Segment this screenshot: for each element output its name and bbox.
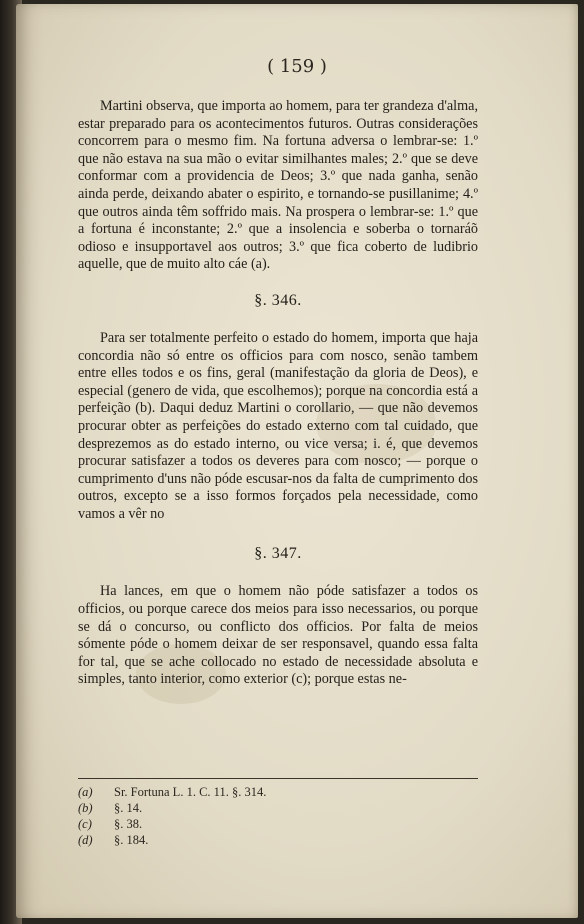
footnote-mark: (c) xyxy=(78,817,92,831)
section-heading-346: §. 346. xyxy=(254,291,302,309)
footnote-mark: (d) xyxy=(78,833,93,847)
paragraph-3: Ha lances, em que o homem não póde satisfazer a todos os officios, ou porque carece dos meios para isso necessarios, ou porque se dá o concurso, ou conflicto dos officios. Por falta de meios sómente póde o homem deixar de ser responsavel, quando essa falta for tal, que se ache collocado no estado de necessidade absoluta e simples, tanto interior, como exterior (c); porque estas ne- xyxy=(78,583,478,688)
section-heading-347: §. 347. xyxy=(254,545,302,563)
footnote xyxy=(78,784,478,800)
footnote-text: §. 184. xyxy=(114,833,149,847)
footnote-mark: (a) xyxy=(78,785,93,799)
footnote xyxy=(78,816,478,832)
footnote xyxy=(78,800,478,816)
footnotes xyxy=(78,784,478,848)
book-page xyxy=(16,4,578,918)
footnote-text: Sr. Fortuna L. 1. C. 11. §. 314. xyxy=(114,785,267,799)
footnote-rule xyxy=(78,778,478,779)
footnote xyxy=(78,832,478,848)
paragraph-2: Para ser totalmente perfeito o estado do homem, importa que haja concordia não só entre os officios para com nosco, senão tambem entre elles todos e os fins, geral (manifestação da gloria de Deos), e especial (genero de vida, que escolhemos); porque na concordia está a perfeição (b). Daqui deduz Martini o corollario, — que não devemos procurar obter as perfeições do estado externo com tal cuidado, que desprezemos as do estado interno, ou vice versa; i. é, que devemos procurar satisfazer a todos os deveres para com nosco; — porque o cumprimento d'uns não póde escusar-nos da falta de cumprimento dos outros, excepto se a isso formos forçados pela necessidade, como vamos a vêr no xyxy=(78,329,478,522)
footnote-text: §. 14. xyxy=(114,801,143,815)
footnote-text: §. 38. xyxy=(114,817,143,831)
paragraph-1: Martini observa, que importa ao homem, para ter grandeza d'alma, estar preparado para os acontecimentos futuros. Outras considerações concorrem para o mesmo fim. Na fortuna adversa o lembrar-se: 1.º que não estava na sua mão o evitar similhantes males; 2.º que se deve conformar com a providencia de Deos; 3.º que nada ganha, senão ainda perde, deixando abater o espirito, e tornando-se pusillanime; 4.º que outros ainda têm soffrido mais. Na prospera o lembrar-se: 1.º que a fortuna é inconstante; 2.º que a insolencia e soberba o tornaráõ odioso e insupportavel aos outros; 3.º que fica coberto de ludibrio aquelle, que de muito alto cáe (a). xyxy=(78,98,478,273)
body-text xyxy=(78,98,478,689)
footnote-mark: (b) xyxy=(78,801,93,815)
page-number: ( 159 ) xyxy=(267,56,327,77)
